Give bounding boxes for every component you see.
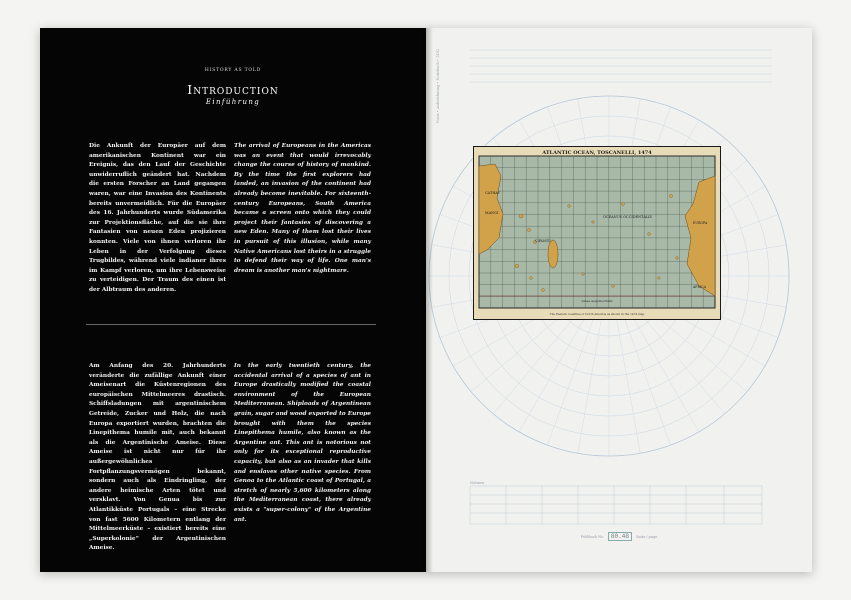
page-number-box: 80.48 bbox=[608, 532, 632, 541]
page-number-row bbox=[426, 532, 812, 541]
section2-german-text: Am Anfang des 20. Jahrhunderts veränderte die zufällige Ankunft einer Ameisenart die Küstenregionen des europäischen Mittelmeeres drastisch. Schiffsladungen mit argentinischem Getreide, Zucker und Holz, die nach Europa exportiert wurden, brachten die Linepithema humile mit, auch bekannt als die Argentinische Ameise. Diese Ameise ist nicht nur für ihr außergewöhnliches Fortpflanzungsvermögen bekannt, sondern auch als Eindringling, der andere heimische Arten tötet und versklavt. Von Genua bis zur Atlantikküste Portugals – eine Strecke von fast 5600 Kilometern entlang der Mittelmeerküste – existiert bereits eine „Superkolonie“ der Argentinischen Ameise. bbox=[89, 363, 226, 552]
map-label-mangi: MANGI bbox=[485, 211, 499, 215]
book-gutter bbox=[423, 28, 433, 572]
map-label-europa: EUROPA bbox=[693, 221, 708, 225]
page-suffix: Seite / page bbox=[636, 535, 658, 539]
section1-german-text: Die Ankunft der Europäer auf dem amerikanischen Kontinent war ein Ereignis, das den Lauf der Geschichte unwiderruflich geändert hat. Nachdem die ersten Forscher an Land gegangen waren, war eine Invasion des Kontinents bereits unvermeidlich. Für die Europäer des 16. Jahrhunderts wurde Südamerika zur Projektionsfläche, auf die sie ihre Fantasien von neuen Eden projizieren konnten. Viele von ihnen verloren ihr Leben in der Verfolgung dieses Trugbildes, während viele indianer ihres im Kampf verloren, um ihre Lebensweise zu verteidigen. Der Traum des einen ist der Albtraum des anderen. bbox=[89, 143, 226, 293]
page-subtitle: Einführung bbox=[205, 98, 261, 106]
section1-english-text: The arrival of Europeans in the Americas was an event that would irrevocably change the course of history of mankind. By the time the first explorers had landed, an invasion of the continent had already become inevitable. For sixteenth-century Europeans, South America became a screen onto which they could project their fantasies of discovering a new Eden. Many of them lost their lives in pursuit of this illusion, while many Native Americans lost theirs in a struggle to defend their way of life. One man's dream is another man's nightmare. bbox=[234, 143, 371, 274]
map-label-africa: AFRICA bbox=[693, 285, 706, 289]
right-page bbox=[426, 28, 812, 572]
left-page bbox=[40, 28, 426, 572]
map-label-equator: Linea Aequinoctialis bbox=[581, 299, 613, 303]
map-title: ATLANTIC OCEAN, TOSCANELLI, 1474 bbox=[542, 150, 652, 156]
section2-english-text: In the early twentieth century, the accidental arrival of a species of ant in Europe drastically modified the coastal environment of the European Mediterranean. Shiploads of Argentinean grain, sugar and wood exported to Europe brought with them the species Linepithema humile, also known as the Argentine ant. This ant is notorious not only for its exceptional reproductive capacity, but also as an invader that kills and enslaves other native species. From Genoa to the Atlantic coast of Portugal, a stretch of nearly 5,600 kilometers along the Mediterranean coast, there already exists a "super-colony" of the Argentine ant. bbox=[234, 363, 371, 523]
map-label-cipangu: CIPANGU bbox=[535, 239, 551, 243]
kicker: HISTORY AS TOLD bbox=[204, 68, 262, 73]
page-prefix: Feldbuch Nr. bbox=[580, 535, 604, 539]
section-divider bbox=[86, 324, 376, 325]
map-caption: The Eastern coastline of North America as shown in the 1474 map bbox=[549, 312, 645, 316]
antique-map bbox=[473, 146, 721, 320]
side-note: Notiz • Aufzeichnung • Notizbuch • 1492 bbox=[436, 49, 440, 123]
form-label: Notizen bbox=[470, 481, 484, 485]
map-label-ocean: OCEANUS OCCIDENTALIS bbox=[603, 215, 652, 219]
book-spread bbox=[40, 28, 812, 572]
map-label-cathay: CATHAY bbox=[485, 191, 501, 195]
page-title: Introduction bbox=[187, 82, 279, 97]
